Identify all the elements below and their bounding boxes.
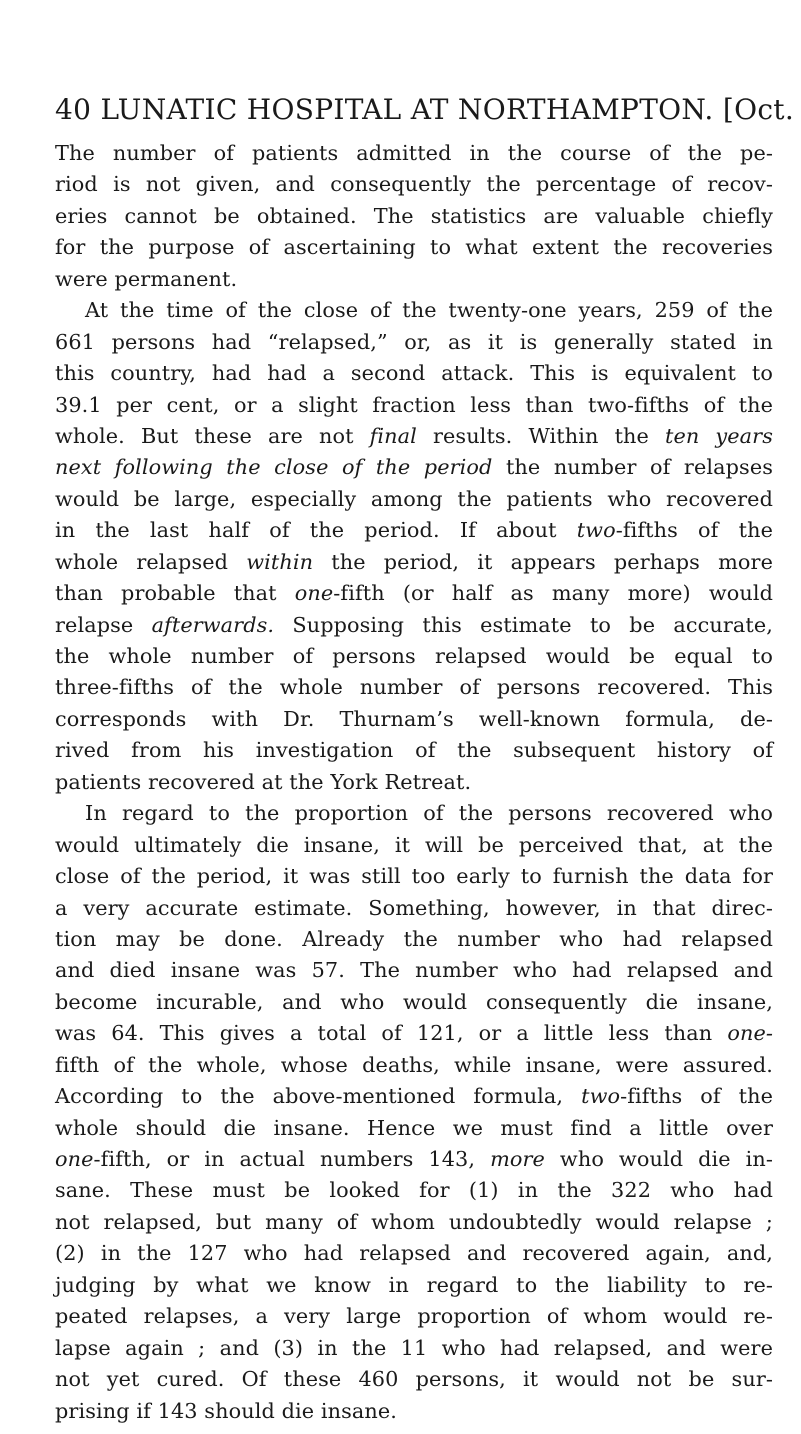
text-line	[55, 704, 773, 735]
text-run: results. Within the	[416, 423, 665, 448]
text-line	[55, 1301, 773, 1332]
text-run: lapse again ; and (3) in the 11 who had relapsed, and were	[55, 1335, 773, 1360]
text-run: -fifths of the	[615, 518, 773, 543]
text-run: prising if 143 should die insane.	[55, 1398, 397, 1423]
italic-run: one	[55, 1147, 94, 1171]
text-line	[55, 1081, 773, 1112]
text-run: in the last half of the period. If about	[55, 518, 577, 543]
text-run: -fifth, or in actual numbers 143,	[93, 1147, 491, 1171]
text-line	[55, 358, 773, 389]
italic-run: more	[490, 1147, 545, 1171]
text-run: was 64. This gives a total of 121, or a little less than	[55, 1021, 728, 1046]
text-line	[55, 1270, 773, 1301]
text-line	[55, 452, 773, 483]
text-line	[55, 1113, 773, 1144]
text-run: The number of patients admitted in the course of the pe-	[55, 141, 773, 165]
text-run: -fifths of the	[620, 1084, 773, 1109]
italic-run: ten years	[665, 423, 773, 448]
italic-run: two	[581, 1084, 621, 1109]
text-run: -fifth (or half as many more) would	[333, 581, 774, 606]
italic-run: two	[576, 518, 616, 543]
text-run: who would die in-	[544, 1147, 774, 1171]
text-line	[55, 169, 773, 200]
text-run: were permanent.	[55, 266, 238, 291]
text-run: At the time of the close of the twenty-one years, 259 of the	[85, 298, 773, 323]
body-text	[55, 138, 773, 1427]
text-run: sane. These must be looked for (1) in the 322 who had	[55, 1178, 773, 1203]
text-run: and died insane was 57. The number who had relapsed and	[55, 958, 773, 983]
text-run: the number of relapses	[492, 455, 773, 480]
text-line	[55, 735, 773, 766]
text-line	[55, 515, 773, 546]
text-run: the period, it appears perhaps more	[313, 549, 773, 574]
text-line	[55, 1238, 773, 1269]
text-line	[55, 547, 773, 578]
text-line	[55, 390, 773, 421]
italic-run: one-	[727, 1021, 773, 1046]
text-run: 39.1 per cent, or a slight fraction less than two-fifths of the	[55, 392, 773, 417]
text-line	[55, 893, 773, 924]
text-line	[55, 1018, 773, 1049]
text-run: riod is not given, and consequently the percentage of recov-	[55, 172, 773, 197]
text-line	[55, 232, 773, 263]
italic-run: one	[294, 581, 334, 606]
text-line	[55, 295, 773, 326]
text-run: eries cannot be obtained. The statistics are valuable chiefly	[55, 203, 773, 228]
text-run: According to the above-mentioned formula,	[55, 1084, 582, 1109]
text-run: rived from his investigation of the subsequent history of	[55, 738, 773, 763]
italic-run: afterwards.	[151, 612, 275, 637]
text-line	[55, 1333, 773, 1364]
text-line	[55, 672, 773, 703]
text-run: close of the period, it was still too early to furnish the data for	[55, 864, 773, 889]
text-run: judging by what we know in regard to the liability to re-	[55, 1272, 773, 1297]
text-run: a very accurate estimate. Something, however, in that direc-	[55, 895, 773, 920]
text-line	[55, 1207, 773, 1238]
text-run: whole. But these are not	[55, 423, 370, 448]
text-run: for the purpose of ascertaining to what extent the recoveries	[55, 235, 773, 260]
text-run: not yet cured. Of these 460 persons, it would not be sur-	[55, 1367, 773, 1392]
text-run: whole relapsed	[55, 549, 247, 574]
text-run: fifth of the whole, whose deaths, while insane, were assured.	[55, 1052, 773, 1077]
italic-run: next following the close of the period	[55, 455, 493, 480]
text-run: patients recovered at the York Retreat.	[55, 769, 472, 794]
text-run: whole should die insane. Hence we must find a little over	[55, 1115, 773, 1140]
text-run: Supposing this estimate to be accurate,	[274, 612, 773, 637]
text-line	[55, 484, 773, 515]
text-line	[55, 1175, 773, 1206]
text-line	[55, 1050, 773, 1081]
text-run: would ultimately die insane, it will be perceived that, at the	[55, 832, 773, 857]
text-run: (2) in the 127 who had relapsed and recovered again, and,	[55, 1241, 773, 1266]
text-line	[55, 798, 773, 829]
text-line	[55, 641, 773, 672]
text-line	[55, 861, 773, 892]
header-month: [Oct.	[722, 93, 795, 126]
text-run: In regard to the proportion of the persons recovered who	[85, 801, 773, 826]
text-line	[55, 924, 773, 955]
text-line	[55, 610, 773, 641]
text-line	[55, 1144, 773, 1175]
italic-run: final	[369, 423, 417, 448]
running-title: LUNATIC HOSPITAL AT NORTHAMPTON.	[100, 93, 714, 126]
text-line	[55, 201, 773, 232]
text-run: not relapsed, but many of whom undoubtedly would relapse ;	[55, 1209, 773, 1234]
text-run: corresponds with Dr. Thurnam’s well-known formula, de-	[55, 706, 773, 731]
text-line	[55, 767, 773, 798]
text-run: 661 persons had “relapsed,” or, as it is generally stated in	[55, 329, 773, 354]
text-line	[55, 955, 773, 986]
text-line	[55, 987, 773, 1018]
text-run: relapse	[55, 612, 152, 637]
running-header	[55, 93, 795, 127]
text-run: peated relapses, a very large proportion of whom would re-	[55, 1304, 773, 1329]
italic-run: within	[246, 549, 314, 574]
text-run: three-fifths of the whole number of persons recovered. This	[55, 675, 773, 700]
text-line	[55, 421, 773, 452]
text-line	[55, 264, 773, 295]
text-line	[55, 327, 773, 358]
text-run: tion may be done. Already the number who had relapsed	[55, 926, 773, 951]
text-line	[55, 578, 773, 609]
text-run: would be large, especially among the patients who recovered	[55, 486, 773, 511]
text-line	[55, 1396, 773, 1427]
text-run: than probable that	[55, 581, 295, 606]
text-run: the whole number of persons relapsed would be equal to	[55, 644, 773, 668]
text-line	[55, 138, 773, 169]
page-number: 40	[55, 93, 92, 126]
text-run: this country, had had a second attack. This is equivalent to	[55, 361, 773, 386]
text-line	[55, 830, 773, 861]
text-line	[55, 1364, 773, 1395]
text-run: become incurable, and who would consequently die insane,	[55, 989, 773, 1014]
